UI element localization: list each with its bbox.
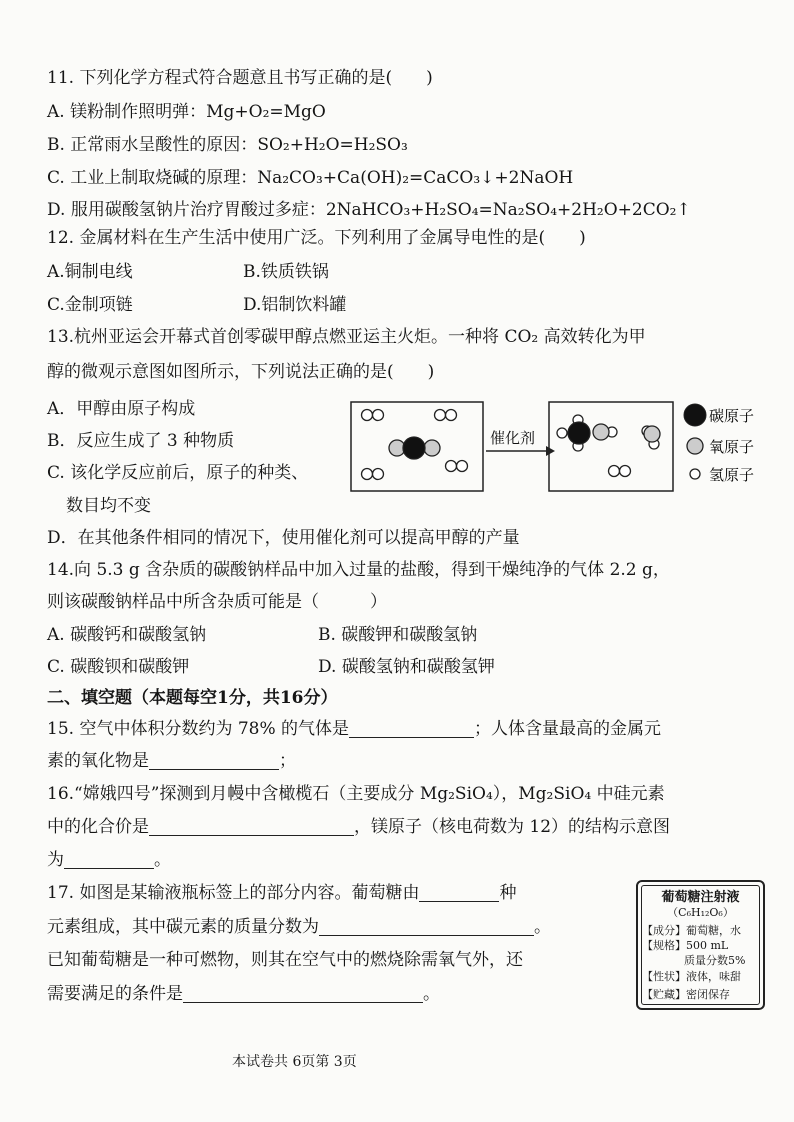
q15-text-b: ；人体含量最高的金属元 (474, 719, 662, 739)
h2-molecule (435, 410, 457, 421)
q16-line1: 16.“嫦娥四号”探测到月幔中含橄榄石（主要成分 Mg₂SiO₄），Mg₂SiO₄ 中硅元素 (47, 784, 665, 804)
h2-molecule (609, 466, 631, 477)
q16-text-c: 为 (47, 850, 64, 870)
q15-blank-1[interactable] (349, 719, 474, 738)
q11-a-equation: Mg+O₂=MgO (206, 102, 326, 122)
q13-option-c-line2: 数目均不变 (66, 496, 151, 516)
q13-option-a: A．甲醇由原子构成 (47, 399, 196, 419)
infusion-label (636, 880, 765, 1010)
q11-option-a (47, 100, 326, 124)
label-row-state: 【性状】液体，味甜 (642, 970, 741, 983)
q11-c-equation: Na₂CO₃+Ca(OH)₂=CaCO₃↓+2NaOH (257, 168, 574, 188)
q13-option-c-line1: C. 该化学反应前后，原子的种类、 (47, 463, 309, 483)
legend-oxygen: 氧原子 (709, 438, 755, 456)
q16-blank-1[interactable] (149, 817, 354, 836)
q13-stem-line2: 醇的微观示意图如图所示，下列说法正确的是( ) (47, 362, 435, 382)
q11-b-equation: SO₂+H₂O=H₂SO₃ (257, 135, 408, 155)
q17-line1 (47, 881, 516, 905)
q11-c-text: C. 工业上制取烧碱的原理： (47, 168, 258, 188)
legend-hydrogen: 氢原子 (709, 466, 755, 484)
h2-molecule (446, 461, 468, 472)
methanol-molecule (557, 415, 617, 451)
q16-text-b: ，镁原子（核电荷数为 12）的结构示意图 (354, 817, 671, 837)
q11-d-equation: 2NaHCO₃+H₂SO₄=Na₂SO₄+2H₂O+2CO₂↑ (325, 200, 691, 220)
q16-line3 (47, 848, 171, 872)
q15-blank-2[interactable] (149, 751, 279, 770)
q17-text-f: 。 (423, 984, 440, 1004)
q11-option-b (47, 133, 408, 157)
q14-option-b: B. 碳酸钾和碳酸氢钠 (318, 625, 478, 645)
q17-line4 (47, 982, 440, 1006)
q17-text-c: 元素组成，其中碳元素的质量分数为 (47, 917, 319, 937)
q14-stem-line1: 14.向 5.3 g 含杂质的碳酸钠样品中加入过量的盐酸，得到干燥纯净的气体 2.2 g， (47, 560, 670, 580)
page-footer: 本试卷共 6页第 3页 (232, 1054, 357, 1070)
q12-option-d: D.铝制饮料罐 (243, 295, 347, 315)
q11-option-d (47, 198, 691, 222)
q16-blank-2[interactable] (64, 850, 154, 869)
hydrogen-legend-icon (690, 469, 700, 479)
q17-text-a: 17. 如图是某输液瓶标签上的部分内容。葡萄糖由 (47, 883, 420, 903)
q14-option-a: A. 碳酸钙和碳酸氢钠 (47, 625, 207, 645)
q14-option-d: D. 碳酸氢钠和碳酸氢钾 (318, 657, 495, 677)
q12-option-c: C.金制项链 (47, 295, 133, 315)
q13-option-d: D．在其他条件相同的情况下，使用催化剂可以提高甲醇的产量 (47, 528, 520, 548)
q16-line2 (47, 815, 670, 839)
q15-text-c: 素的氧化物是 (47, 751, 149, 771)
label-row-fraction: 质量分数5% (684, 954, 746, 967)
h2-molecule (362, 469, 384, 480)
catalyst-label: 催化剂 (490, 429, 536, 447)
q15-text-d: ； (279, 751, 296, 771)
q11-option-c (47, 166, 573, 190)
legend-carbon: 碳原子 (709, 407, 755, 425)
co2-molecule (389, 437, 440, 459)
carbon-legend-icon (684, 404, 706, 426)
q15-line2 (47, 749, 296, 773)
h2-molecule (362, 410, 384, 421)
label-row-storage: 【贮藏】密闭保存 (642, 988, 730, 1001)
q12-stem: 12. 金属材料在生产生活中使用广泛。下列利用了金属导电性的是( ) (47, 228, 586, 248)
oxygen-legend-icon (687, 438, 703, 454)
q11-stem: 11. 下列化学方程式符合题意且书写正确的是( ) (47, 68, 433, 88)
q13-stem-line1: 13.杭州亚运会开幕式首创零碳甲醇点燃亚运主火炬。一种将 CO₂ 高效转化为甲 (47, 327, 646, 347)
q15-text-a: 15. 空气中体积分数约为 78% 的气体是 (47, 719, 350, 739)
arrow-head (546, 446, 555, 456)
q14-stem-line2: 则该碳酸钠样品中所含杂质可能是（ ） (47, 592, 387, 612)
water-molecule (642, 426, 660, 449)
q12-option-b: B.铁质铁锅 (243, 262, 329, 282)
q17-blank-3[interactable] (183, 984, 423, 1003)
q17-text-b: 种 (499, 883, 517, 903)
section-heading: 二、填空题（本题每空1分，共16分） (47, 688, 338, 708)
q12-option-a: A.铜制电线 (47, 262, 133, 282)
q14-option-c: C. 碳酸钡和碳酸钾 (47, 657, 190, 677)
q11-d-text: D. 服用碳酸氢钠片治疗胃酸过多症： (47, 200, 326, 220)
q15-line1 (47, 717, 661, 741)
q16-text-a: 中的化合价是 (47, 817, 149, 837)
q17-line3: 已知葡萄糖是一种可燃物，则其在空气中的燃烧除需氧气外，还 (47, 950, 523, 970)
q11-a-text: A. 镁粉制作照明弹： (47, 102, 207, 122)
label-formula: （C₆H₁₂O₆） (667, 906, 734, 919)
q16-text-d: 。 (154, 850, 171, 870)
reaction-diagram (350, 398, 790, 498)
label-row-spec: 【规格】500 mL (642, 939, 729, 952)
q17-line2 (47, 915, 551, 939)
q17-blank-2[interactable] (319, 917, 534, 936)
q17-text-e: 需要满足的条件是 (47, 984, 183, 1004)
q11-b-text: B. 正常雨水呈酸性的原因： (47, 135, 258, 155)
q13-option-b: B．反应生成了 3 种物质 (47, 431, 235, 451)
q17-blank-1[interactable] (419, 883, 499, 902)
label-title: 葡萄糖注射液 (661, 890, 740, 905)
q17-text-d: 。 (534, 917, 551, 937)
label-row-ingredients: 【成分】葡萄糖，水 (642, 924, 741, 937)
